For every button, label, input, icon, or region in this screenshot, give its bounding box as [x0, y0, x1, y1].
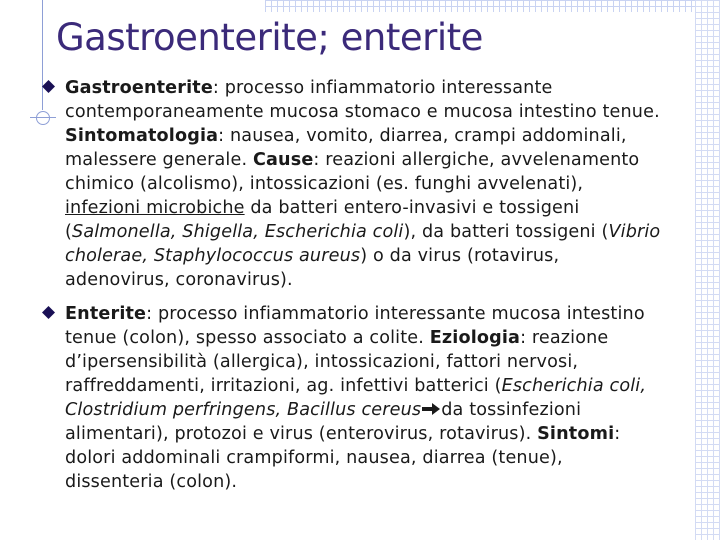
- term-sintomi: Sintomi: [537, 424, 615, 444]
- text-line: malessere generale. Cause: reazioni allergiche, avvelenamento: [65, 150, 640, 170]
- text-line: contemporaneamente mucosa stomaco e mucosa intestino tenue.: [65, 102, 660, 122]
- text-line: Enterite: processo infiammatorio interessante mucosa intestino: [65, 304, 645, 324]
- text-line: chimico (alcolismo), intossicazioni (es. funghi avvelenati),: [65, 174, 584, 194]
- text-line: cholerae, Staphylococcus aureus) o da virus (rotavirus,: [65, 246, 560, 266]
- bullet-item-enterite: [42, 302, 712, 494]
- text-line: (Salmonella, Shigella, Escherichia coli), da batteri tossigeni (Vibrio: [65, 222, 661, 242]
- term-sintomatologia: Sintomatologia: [65, 126, 219, 146]
- term-gastroenterite: Gastroenterite: [65, 78, 213, 98]
- slide-title: Gastroenterite; enterite: [56, 16, 483, 59]
- text-line: Sintomatologia: nausea, vomito, diarrea, crampi addominali,: [65, 126, 627, 146]
- text-line: adenovirus, coronavirus).: [65, 270, 293, 290]
- text-line: dolori addominali crampiformi, nausea, diarrea (tenue),: [65, 448, 563, 468]
- species-names: Clostridium perfringens, Bacillus cereus: [65, 400, 422, 420]
- species-names: Salmonella, Shigella, Escherichia coli: [72, 222, 404, 242]
- diamond-bullet-icon: [42, 80, 55, 93]
- species-names: cholerae, Staphylococcus aureus: [65, 246, 361, 266]
- text-line: Gastroenterite: processo infiammatorio interessante: [65, 78, 553, 98]
- term-infezioni-microbiche: infezioni microbiche: [65, 198, 245, 218]
- text-line: infezioni microbiche da batteri entero-invasivi e tossigeni: [65, 198, 580, 218]
- text-line: tenue (colon), spesso associato a colite. Eziologia: reazione: [65, 328, 609, 348]
- diamond-bullet-icon: [42, 306, 55, 319]
- species-name: Escherichia coli,: [501, 376, 647, 396]
- term-eziologia: Eziologia: [429, 328, 521, 348]
- term-cause: Cause: [252, 150, 314, 170]
- text-line: Clostridium perfringens, Bacillus cereus da tossinfezioni: [65, 400, 582, 420]
- text-line: raffreddamenti, irritazioni, ag. infettivi batterici (Escherichia coli,: [65, 376, 647, 396]
- right-arrow-icon: [421, 402, 441, 416]
- slide-body: [42, 76, 712, 504]
- decorative-grid-top: [265, 0, 720, 12]
- text-line: dissenteria (colon).: [65, 472, 238, 492]
- bullet-item-gastroenterite: [42, 76, 712, 292]
- text-line: d’ipersensibilità (allergica), intossicazioni, fattori nervosi,: [65, 352, 579, 372]
- species-name: Vibrio: [608, 222, 661, 242]
- text-line: alimentari), protozoi e virus (enterovirus, rotavirus). Sintomi:: [65, 424, 621, 444]
- term-enterite: Enterite: [65, 304, 147, 324]
